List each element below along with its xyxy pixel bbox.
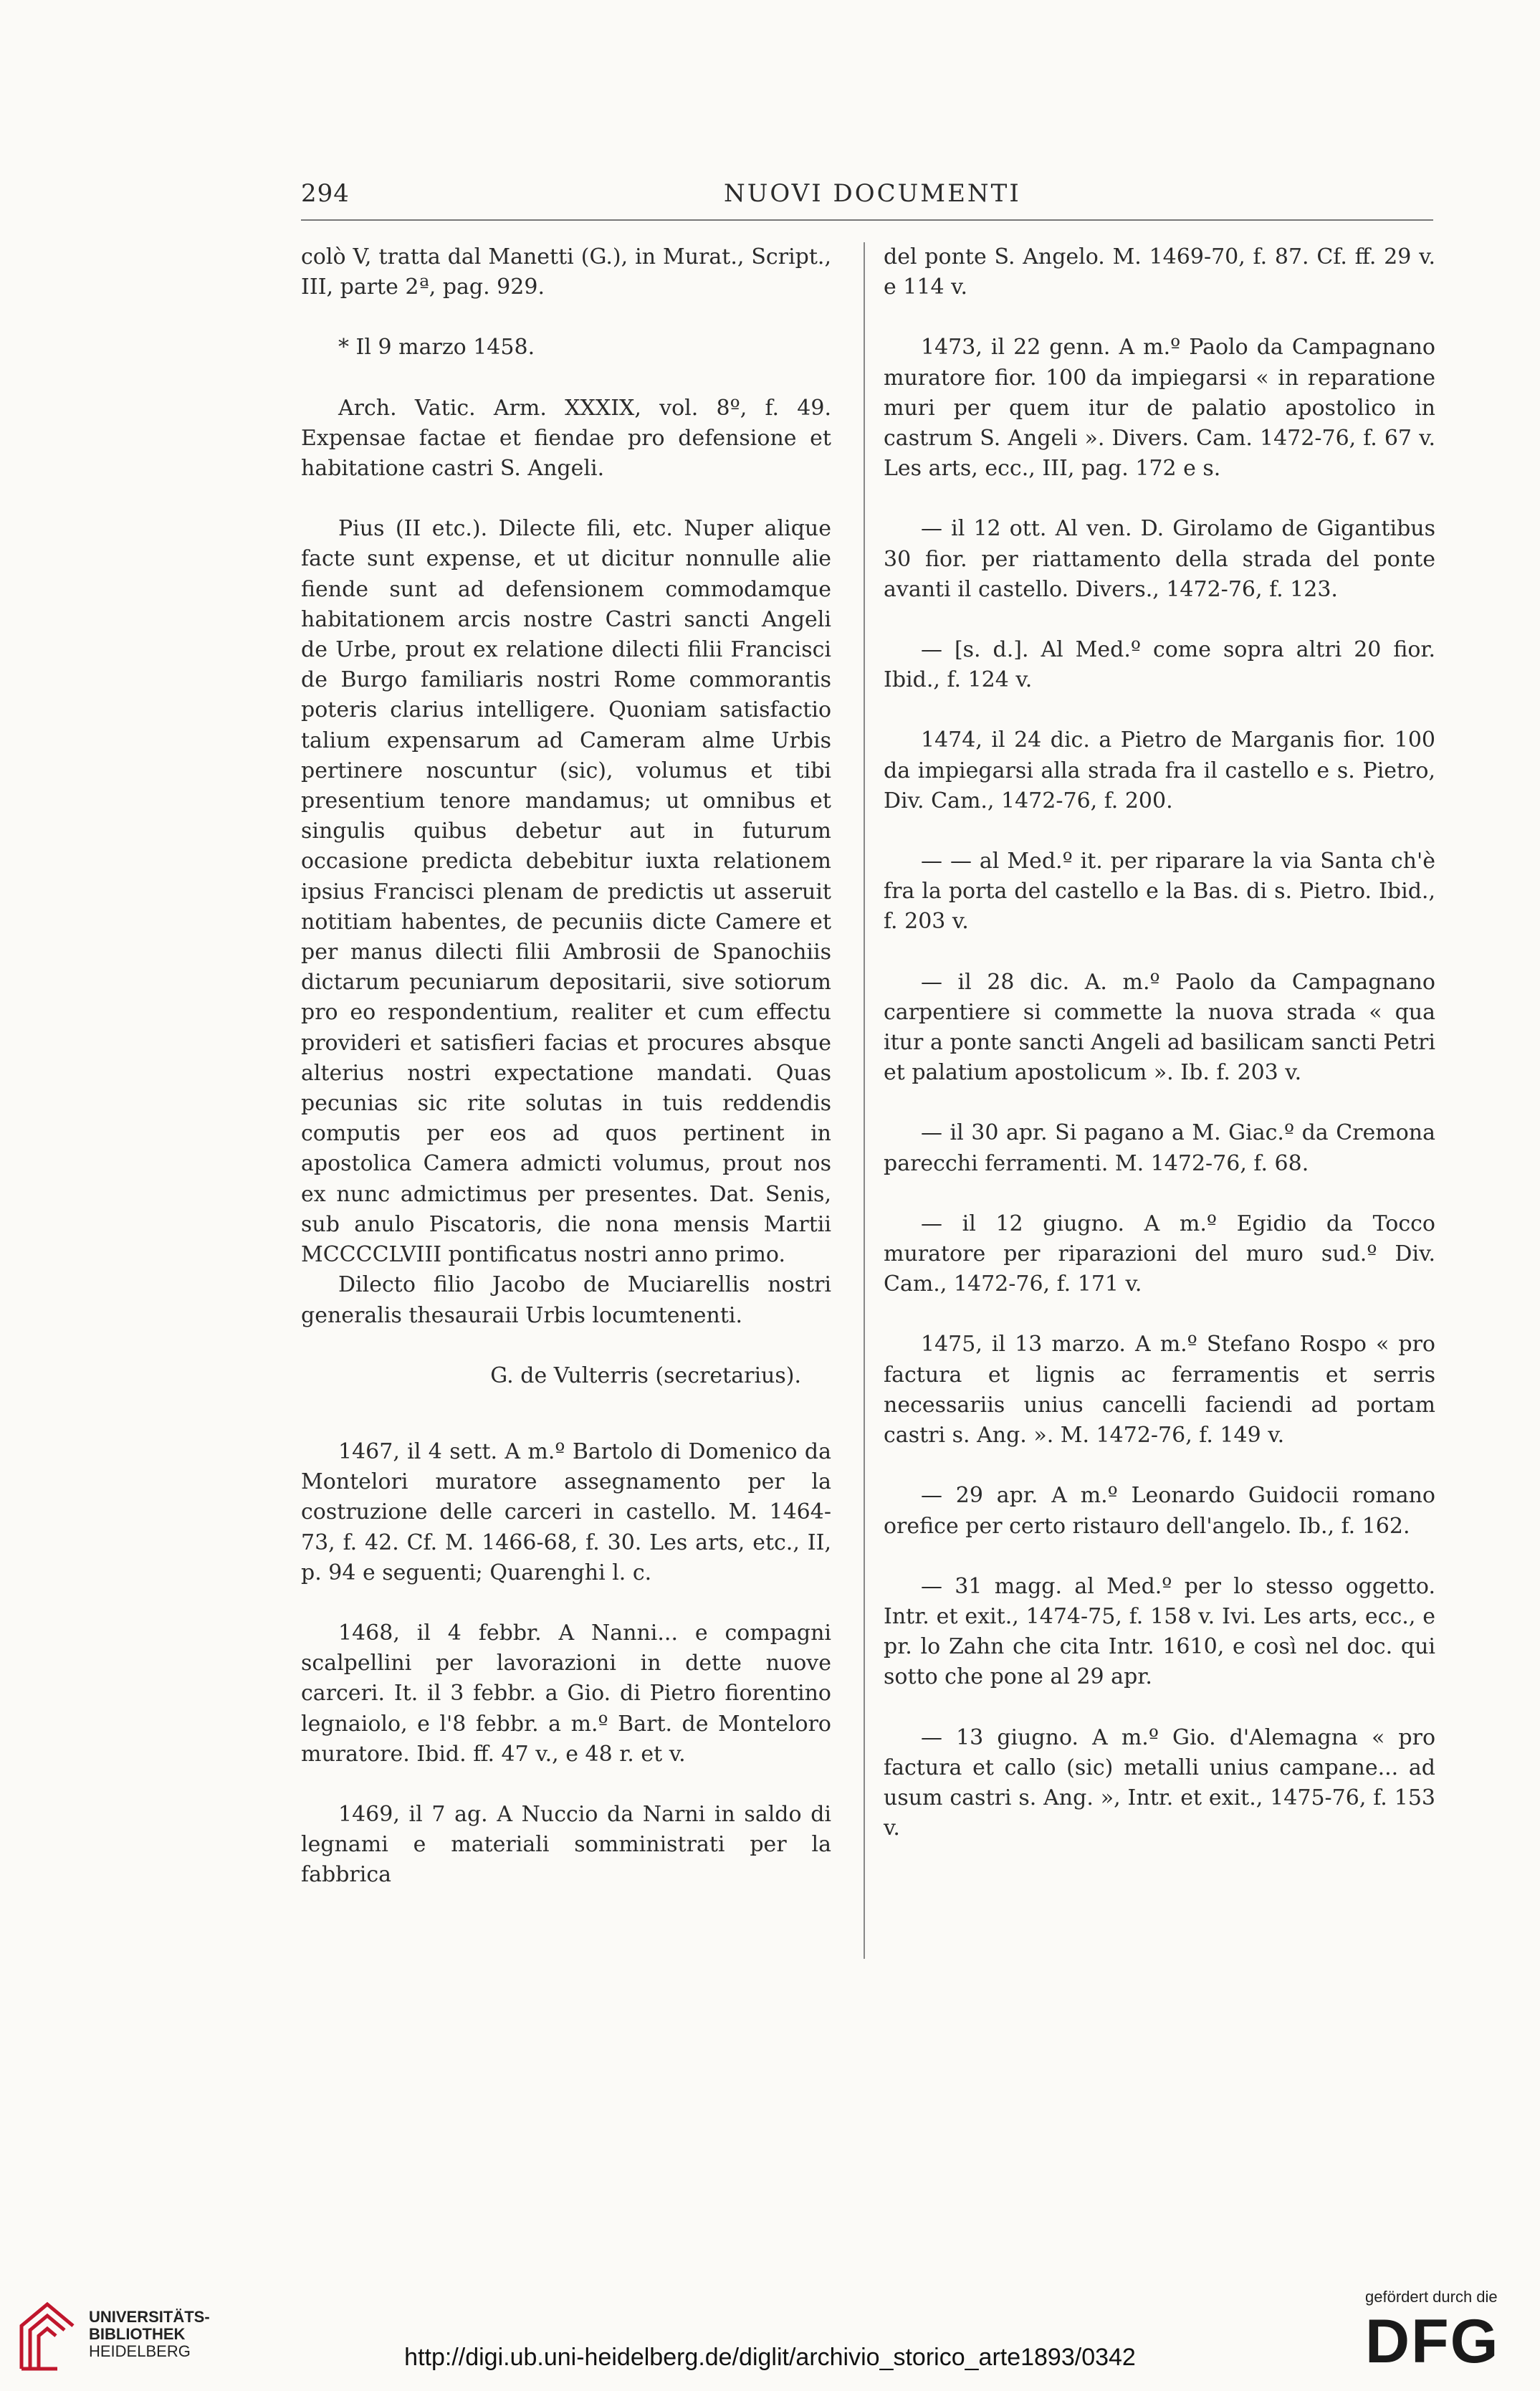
- paragraph: — il 12 ott. Al ven. D. Girolamo de Gigantibus 30 fior. per riattamento della strada del ponte avanti il castello. Divers., 1472-76, f. 123.: [884, 516, 1435, 602]
- paragraph: — il 12 giugno. A m.º Egidio da Tocco muratore per riparazioni del muro sud.º Div. Cam., 1472-76, f. 171 v.: [884, 1211, 1435, 1297]
- paragraph: 1467, il 4 sett. A m.º Bartolo di Domenico da Montelori muratore assegnamento per la costruzione delle carceri in castello. M. 1464-73, f. 42. Cf. M. 1466-68, f. 30. Les arts, etc., II, p. 94 e seguenti; Quarenghi l. c.: [301, 1438, 831, 1585]
- paragraph: Dilecto filio Jacobo de Muciarellis nostri generalis thesauraii Urbis locumtenenti.: [301, 1272, 831, 1328]
- paragraph: 1474, il 24 dic. a Pietro de Marganis fior. 100 da impiegarsi alla strada fra il castello e s. Pietro, Div. Cam., 1472-76, f. 200.: [884, 727, 1435, 813]
- paragraph: 1473, il 22 genn. A m.º Paolo da Campagnano muratore fior. 100 da impiegarsi « in reparatione muri per quem itur de palatio apostolico in castrum S. Angeli ». Divers. Cam. 1472-76, f. 67 v. Les arts, ecc., III, pag. 172 e s.: [884, 335, 1435, 482]
- paragraph: — 31 magg. al Med.º per lo stesso oggetto. Intr. et exit., 1474-75, f. 158 v. Ivi. Les arts, ecc., e pr. lo Zahn che cita Intr. 1610, e così nel doc. qui sotto che pone al 29 apr.: [884, 1573, 1435, 1690]
- source-url-link[interactable]: http://digi.ub.uni-heidelberg.de/diglit/archivio_storico_arte1893/0342: [404, 2344, 1136, 2371]
- paragraph: Pius (II etc.). Dilecte fili, etc. Nuper alique facte sunt expense, et ut dicitur nonnulle alie fiende sunt ad defensionem commodamque habitationem arcis nostre Castri sancti Angeli de Urbe, prout ex relatione dilecti filii Francisci de Burgo familiaris nostri Rome commorantis poteris clarius intelligere. Quoniam satisfactio talium expensarum ad Cameram alme Urbis pertinere noscuntur (sic), volumus et tibi presentium tenore mandamus; ut omnibus et singulis quibus debetur aut in futurum occasione predicta debebitur iuxta relationem ipsius Francisci plenam de predictis ut asseruit notitiam habentes, de pecuniis dicte Camere et per manus dilecti filii Ambrosii de Spanochiis dictarum pecuniarum depositarii, sive sotiorum pro eo respondentium, realiter et cum effectu provideri et satisfieri facias et procures absque alterius nostri expectatione mandati. Quas pecunias sic rite solutas in tuis reddendis computis per eos ad quos pertinent in apostolica Camera admicti volumus, prout nos ex nunc admictimus per presentes. Dat. Senis, sub anulo Piscatoris, die nona mensis Martii MCCCCLVIII pontificatus nostri anno primo.: [301, 516, 831, 1268]
- funding-caption: gefördert durch die: [1365, 2288, 1498, 2306]
- archive-reference: Arch. Vatic. Arm. XXXIX, vol. 8º, f. 49. Expensae factae et fiendae pro defensione et habitatione castri S. Angeli.: [301, 395, 831, 482]
- paragraph: colò V, tratta dal Manetti (G.), in Murat., Script., III, parte 2ª, pag. 929.: [301, 244, 831, 300]
- paragraph: — [s. d.]. Al Med.º come sopra altri 20 fior. Ibid., f. 124 v.: [884, 637, 1435, 693]
- paragraph: 1469, il 7 ag. A Nuccio da Narni in saldo di legnami e materiali somministrati per la fabbrica: [301, 1801, 831, 1888]
- paragraph: 1475, il 13 marzo. A m.º Stefano Rospo « pro factura et lignis ac ferramentis et serris necessariis unius cancelli faciendi ad portam castri s. Ang. ». M. 1472-76, f. 149 v.: [884, 1332, 1435, 1449]
- dfg-logo-text: DFG: [1365, 2307, 1500, 2376]
- signature-line: G. de Vulterris (secretarius).: [490, 1362, 801, 1388]
- running-header: [301, 179, 1433, 208]
- page-number: 294: [301, 179, 350, 208]
- paragraph: — — al Med.º it. per riparare la via Santa ch'è fra la porta del castello e la Bas. di s. Pietro. Ibid., f. 203 v.: [884, 849, 1435, 935]
- column-divider: [864, 242, 865, 1959]
- running-title: NUOVI DOCUMENTI: [724, 179, 1021, 208]
- paragraph: — 13 giugno. A m.º Gio. d'Alemagna « pro factura et callo (sic) metalli unius campane... ad usum castri s. Ang. », Intr. et exit., 1475-76, f. 153 v.: [884, 1724, 1435, 1841]
- dfg-logo[interactable]: [1365, 2288, 1530, 2381]
- paragraph: 1468, il 4 febbr. A Nanni... e compagni scalpellini per lavorazioni in dette nuove carceri. It. il 3 febbr. a Gio. di Pietro fiorentino legnaiolo, e l'8 febbr. a m.º Bart. de Monteloro muratore. Ibid. ff. 47 v., e 48 r. et v.: [301, 1620, 831, 1767]
- right-column: [884, 242, 1435, 1843]
- library-logo-text: UNIVERSITÄTS- BIBLIOTHEK HEIDELBERG: [89, 2308, 210, 2360]
- left-column: [301, 242, 831, 1891]
- date-heading: * Il 9 marzo 1458.: [338, 335, 535, 361]
- paragraph: — 29 apr. A m.º Leonardo Guidocii romano orefice per certo ristauro dell'angelo. Ib., f. 162.: [884, 1483, 1435, 1539]
- paragraph: — il 28 dic. A. m.º Paolo da Campagnano carpentiere si commette la nuova strada « qua itur a ponte sancti Angeli ad basilicam sancti Petri et palatium apostolicum ». Ib. f. 203 v.: [884, 969, 1435, 1086]
- paragraph: del ponte S. Angelo. M. 1469-70, f. 87. Cf. ff. 29 v. e 114 v.: [884, 244, 1435, 300]
- header-rule: [301, 219, 1433, 221]
- paragraph: — il 30 apr. Si pagano a M. Giac.º da Cremona parecchi ferramenti. M. 1472-76, f. 68.: [884, 1120, 1435, 1176]
